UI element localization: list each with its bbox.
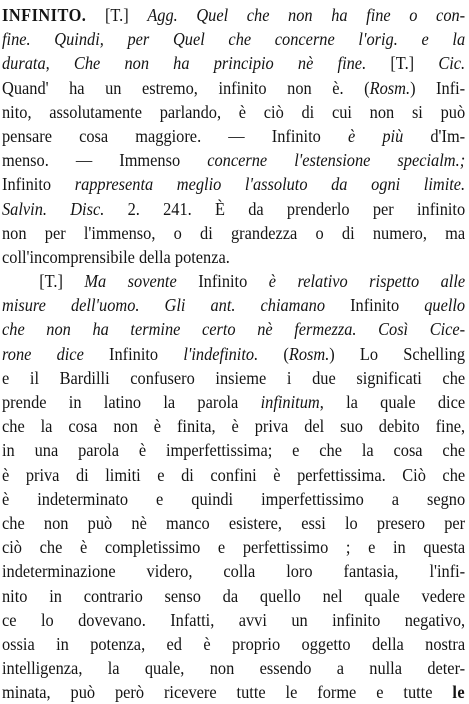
text-line: [2, 390, 465, 414]
text-run: ) Lo Schelling: [329, 343, 466, 364]
text-run: è indeterminato e quindi imperfettissimo a segno: [2, 488, 466, 509]
text-run: rappresenta meglio l'assoluto da ogni limite.: [74, 174, 466, 195]
text-run: ) Infi-: [410, 77, 466, 98]
text-run: è più: [347, 125, 404, 146]
text-run: intelligenza, la quale, non essendo a nulla deter-: [2, 658, 466, 679]
text-run: Rosm.: [369, 77, 411, 98]
text-run: concerne l'estensione specialm.;: [207, 150, 466, 171]
text-run: durata, Che non ha principio nè fine.: [2, 53, 367, 74]
text-run: è relativo rispetto alle: [268, 271, 466, 292]
entry-paragraph-2: [2, 269, 465, 704]
text-run: Infinito: [83, 343, 184, 364]
text-run: è priva di limiti e di confini è perfettissima. Ciò che: [2, 464, 466, 485]
text-line: [2, 511, 465, 535]
text-run: Rosm.: [288, 343, 330, 364]
text-run: e il Bardilli confusero insieme i due significati che: [2, 367, 466, 388]
dictionary-page: [2, 3, 466, 703]
text-run: menso. — Immenso: [2, 150, 208, 171]
headword: INFINITO.: [2, 5, 87, 25]
text-run: minata, può però ricevere tutte le forme e tutte: [2, 682, 453, 703]
text-run: (: [258, 343, 289, 364]
text-line: [2, 3, 465, 27]
text-run: Quand' ha un estremo, infinito non è. (: [2, 77, 370, 98]
text-run: Infinito: [2, 174, 75, 195]
text-run: nito in contrario senso da quello nel quale vedere: [2, 585, 466, 606]
text-run: indeterminazione videro, colla loro fantasia, l'infi-: [2, 561, 466, 582]
text-run: [T.]: [86, 5, 148, 25]
text-run: infinitum: [260, 392, 320, 412]
text-line: [2, 414, 465, 438]
text-run: nito, assolutamente parlando, è ciò di cui non si può: [2, 101, 466, 122]
text-line: [2, 172, 465, 196]
text-run: Infinito: [325, 295, 425, 316]
text-run: [T.]: [39, 271, 85, 292]
text-line: [2, 76, 465, 100]
text-line: [2, 245, 465, 269]
text-line: [2, 124, 465, 148]
text-run: misure dell'uomo. Gli ant. chiamano: [2, 295, 326, 316]
text-line: [2, 317, 465, 341]
text-line: [2, 559, 465, 583]
text-run: che non ha termine certo nè fermezza. Così Cice-: [2, 319, 466, 340]
text-line: [2, 27, 465, 51]
text-line: [2, 680, 465, 704]
text-run: in una parola è imperfettissima; e che la cosa che: [2, 440, 466, 461]
text-line: [2, 608, 465, 632]
text-run: che non può nè manco esistere, essi lo presero per: [2, 512, 466, 533]
text-run: 2. 241. È da prenderlo per infinito: [104, 198, 466, 219]
text-run: che la cosa non è finita, è priva del suo debito fine,: [2, 416, 466, 437]
text-line: [2, 584, 465, 608]
text-run: d'Im-: [403, 125, 466, 146]
text-line: [2, 100, 465, 124]
headword: le: [452, 682, 466, 703]
text-line: [2, 438, 465, 462]
text-line: [2, 148, 465, 172]
text-line: [2, 487, 465, 511]
text-line: [2, 221, 465, 245]
entry-paragraph-1: [2, 3, 465, 269]
text-line: [2, 535, 465, 559]
text-run: , la quale dice: [319, 392, 466, 412]
text-run: [T.]: [366, 53, 439, 74]
text-line: [2, 656, 465, 680]
text-line: [2, 342, 465, 366]
text-line: [2, 51, 465, 75]
text-line: [2, 293, 465, 317]
text-run: fine. Quindi, per Quel che concerne l'orig. e la: [2, 29, 466, 50]
text-line: [2, 269, 465, 293]
text-run: ciò che è completissimo e perfettissimo ; e in questa: [2, 537, 466, 558]
text-run: Cic.: [438, 53, 466, 74]
text-line: [2, 632, 465, 656]
text-run: rone dice: [2, 343, 84, 364]
text-run: coll'incomprensibile della potenza.: [2, 246, 230, 267]
text-run: Salvin. Disc.: [2, 198, 105, 219]
text-run: pensare cosa maggiore. — Infinito: [2, 125, 348, 146]
text-line: [2, 463, 465, 487]
text-run: Ma sovente: [84, 271, 177, 292]
text-run: quello: [424, 295, 466, 316]
text-run: Agg. Quel che non ha fine o con-: [147, 5, 466, 25]
text-run: prende in latino la parola: [2, 392, 261, 412]
text-run: ce lo dovevano. Infatti, avvi un infinito negativo,: [2, 609, 466, 630]
text-line: [2, 197, 465, 221]
text-run: non per l'immenso, o di grandezza o di numero, ma: [2, 222, 466, 243]
text-line: [2, 366, 465, 390]
text-run: ossia in potenza, ed è proprio oggetto della nostra: [2, 633, 466, 654]
text-run: l'indefinito.: [183, 343, 259, 364]
text-run: Infinito: [176, 271, 269, 292]
